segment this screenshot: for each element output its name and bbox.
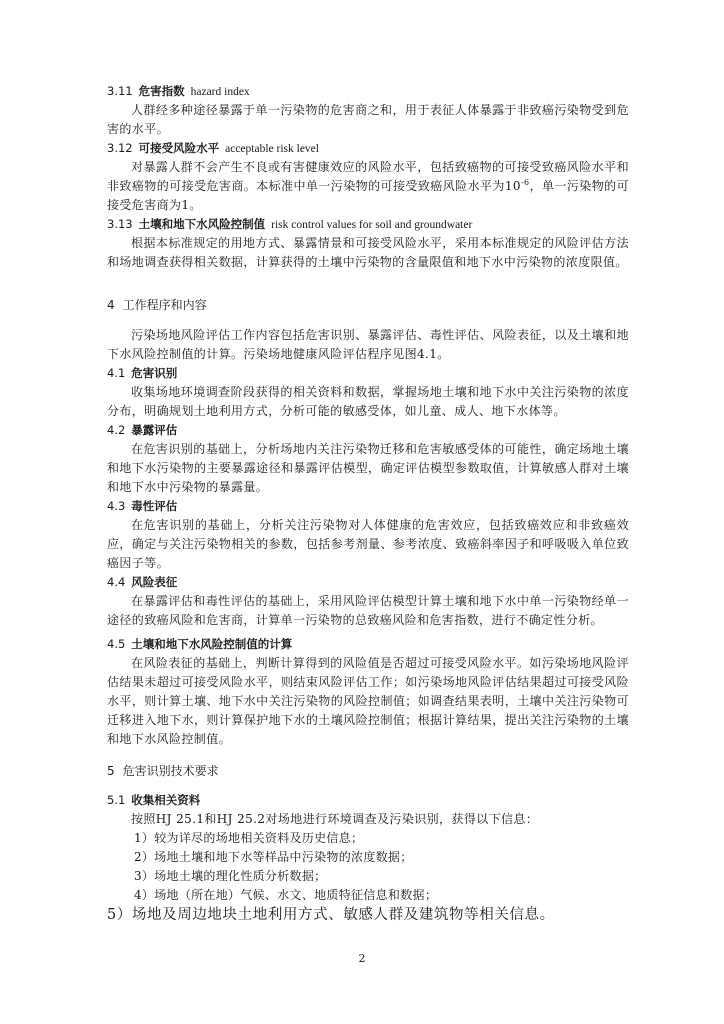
section-body: 在危害识别的基础上，分析场地内关注污染物迁移和危害敏感受体的可能性，确定场地土壤和地下水污染物的主要暴露途径和暴露评估模型，确定评估模型参数取值，计算敏感人群对土壤和地下水中污染物的暴露量。 — [107, 442, 629, 494]
section-title-en: hazard index — [190, 86, 250, 98]
section-title: 风险表征 — [131, 575, 178, 589]
section-heading — [107, 421, 629, 440]
section-title: 土壤和地下水风险控制值 — [138, 217, 266, 231]
section-heading — [107, 497, 629, 516]
exponent: -6 — [520, 178, 530, 187]
section-5-1 — [107, 791, 629, 926]
section-title: 毒性评估 — [131, 499, 178, 513]
section-3-12 — [107, 139, 629, 215]
section-heading — [107, 139, 629, 158]
section-heading — [107, 635, 629, 654]
chapter-title: 工作程序和内容 — [122, 298, 207, 312]
section-4-body — [107, 326, 629, 364]
section-title: 可接受风险水平 — [138, 141, 220, 155]
chapter-number: 5 — [107, 764, 115, 778]
chapter-heading — [107, 296, 629, 315]
list-item: 5）场地及周边地块土地利用方式、敏感人群及建筑物等相关信息。 — [107, 907, 555, 923]
section-number: 4.2 — [107, 423, 126, 437]
section-number: 4.3 — [107, 499, 126, 513]
section-intro: 按照HJ 25.1和HJ 25.2对场地进行环境调查及污染识别，获得以下信息： — [131, 812, 539, 826]
section-heading — [107, 215, 629, 234]
section-body: 在暴露评估和毒性评估的基础上，采用风险评估模型计算土壤和地下水中单一污染物经单一途径的致癌风险和危害商，计算单一污染物的总致癌风险和危害指数，进行不确定性分析。 — [107, 594, 629, 627]
section-3-13 — [107, 215, 629, 272]
list-item: 1）较为详尽的场地相关资料及历史信息； — [134, 831, 364, 845]
section-body: 在危害识别的基础上，分析关注污染物对人体健康的危害效应，包括致癌效应和非致癌效应，确定与关注污染物相关的参数，包括参考剂量、参考浓度、致癌斜率因子和呼吸吸入单位致癌因子等。 — [107, 518, 629, 570]
section-number: 3.12 — [107, 141, 133, 155]
section-number: 4.1 — [107, 366, 126, 380]
section-title-en: acceptable risk level — [225, 143, 319, 155]
body-text: ，单一污染物的可接受危害商为1。 — [107, 179, 629, 212]
section-4-3 — [107, 497, 629, 573]
section-4-2 — [107, 421, 629, 497]
section-number: 4.5 — [107, 637, 126, 651]
section-5 — [107, 762, 629, 781]
list-item: 3）场地土壤的理化性质分析数据； — [134, 869, 327, 883]
section-heading — [107, 364, 629, 383]
chapter-number: 4 — [107, 298, 115, 312]
section-title: 收集相关资料 — [131, 793, 201, 807]
section-number: 5.1 — [107, 793, 126, 807]
list-item: 2）场地土壤和地下水等样品中污染物的浓度数据； — [134, 850, 413, 864]
section-heading — [107, 791, 629, 810]
section-4-4 — [107, 573, 629, 630]
section-number: 4.4 — [107, 575, 126, 589]
body-text: 对暴露人群不会产生不良或有害健康效应的风险水平，包括致癌物的可接受致癌风险水平和非致癌物的可接受危害商。本标准中单一污染物的可接受致癌风险水平为10 — [107, 160, 629, 193]
list-item: 4）场地（所在地）气候、水文、地质特征信息和数据； — [134, 888, 438, 902]
section-title: 危害指数 — [138, 84, 185, 98]
section-body: 人群经多种途径暴露于单一污染物的危害商之和，用于表征人体暴露于非致癌污染物受到危害的水平。 — [107, 103, 629, 136]
section-title-en: risk control values for soil and groundwater — [271, 219, 473, 231]
section-body: 收集场地环境调查阶段获得的相关资料和数据，掌握场地土壤和地下水中关注污染物的浓度分布，明确规划土地利用方式，分析可能的敏感受体，如儿童、成人、地下水体等。 — [107, 385, 629, 418]
section-3-11 — [107, 82, 629, 139]
section-title: 土壤和地下水风险控制值的计算 — [131, 637, 293, 651]
section-body: 根据本标准规定的用地方式、暴露情景和可接受风险水平，采用本标准规定的风险评估方法和场地调查获得相关数据，计算获得的土壤中污染物的含量限值和地下水中污染物的浓度限值。 — [107, 236, 629, 269]
section-heading — [107, 82, 629, 101]
section-4 — [107, 296, 629, 315]
section-title: 危害识别 — [131, 366, 178, 380]
section-heading — [107, 573, 629, 592]
section-body: 污染场地风险评估工作内容包括危害识别、暴露评估、毒性评估、风险表征，以及土壤和地下水风险控制值的计算。污染场地健康风险评估程序见图4.1。 — [107, 328, 629, 361]
section-body — [107, 158, 629, 215]
section-title: 暴露评估 — [131, 423, 178, 437]
page-number: 2 — [358, 952, 366, 965]
section-4-5 — [107, 635, 629, 749]
section-4-1 — [107, 364, 629, 421]
section-body: 在风险表征的基础上，判断计算得到的风险值是否超过可接受风险水平。如污染场地风险评估结果未超过可接受风险水平，则结束风险评估工作；如污染场地风险评估结果超过可接受风险水平，则计算土壤、地下水中关注污染物的风险控制值；如调查结果表明，土壤中关注污染物可迁移进入地下水，则计算保护地下水的土壤风险控制值；根据计算结果，提出关注污染物的土壤和地下水风险控制值。 — [107, 656, 629, 746]
section-number: 3.11 — [107, 84, 133, 98]
chapter-title: 危害识别技术要求 — [122, 764, 219, 778]
chapter-heading — [107, 762, 629, 781]
section-number: 3.13 — [107, 217, 133, 231]
